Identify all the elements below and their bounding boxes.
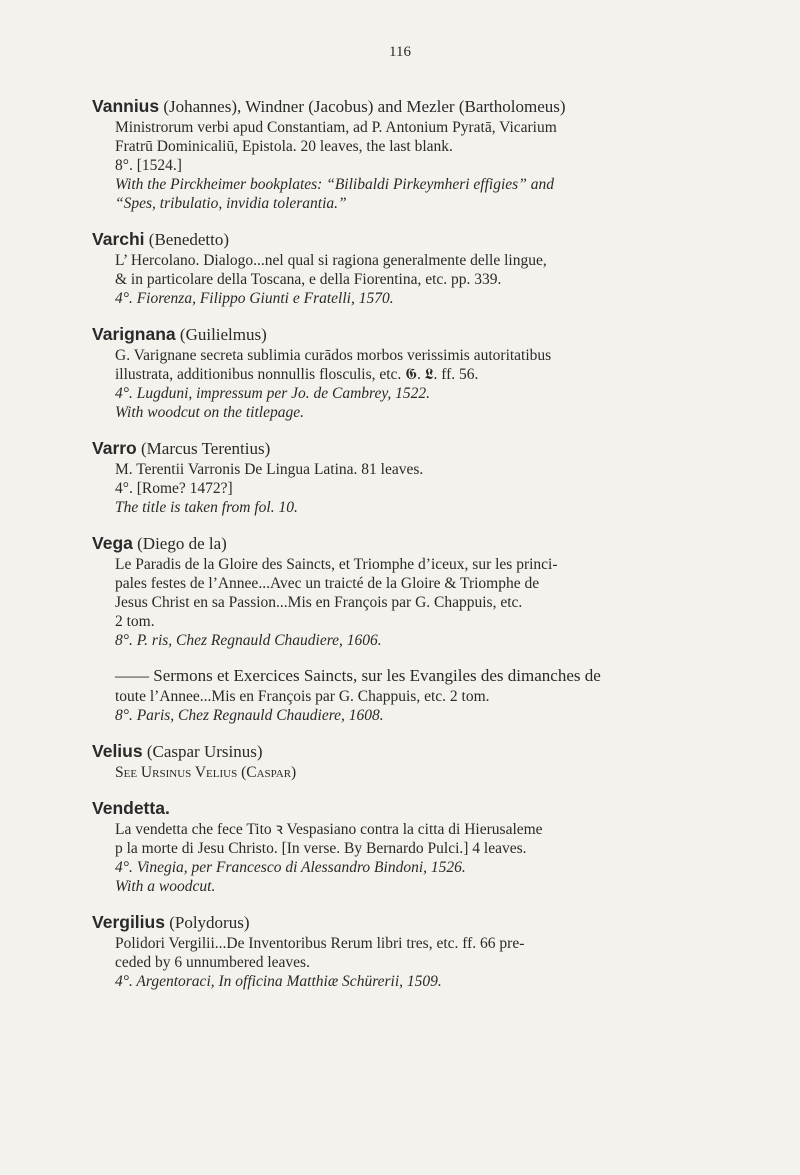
entry-imprint: 8°. Paris, Chez Regnauld Chaudiere, 1608. <box>115 707 384 724</box>
entry-cross-reference: See Ursinus Velius (Caspar) <box>115 764 297 781</box>
entry-line: toute l’Annee...Mis en François par G. Chappuis, etc. 2 tom. <box>115 688 490 705</box>
entry-imprint: 4°. [Rome? 1472?] <box>115 480 233 497</box>
entry-line: Le Paradis de la Gloire des Saincts, et Triomphe d’iceux, sur les princi- <box>115 556 558 573</box>
entry-author: Varro <box>92 438 137 458</box>
entry-heading-rest: (Caspar Ursinus) <box>142 742 263 761</box>
entry-line: La vendetta che fece Tito ꝛ Vespasiano contra la citta di Hierusaleme <box>115 821 543 838</box>
entry-heading-rest: (Guilielmus) <box>175 325 267 344</box>
catalogue-entry <box>92 437 732 517</box>
entry-imprint: 8°. P. ris, Chez Regnauld Chaudiere, 1606. <box>115 632 382 649</box>
entry-heading <box>92 532 732 555</box>
page-number: 116 <box>389 44 411 60</box>
entry-note: “Spes, tribulatio, invidia tolerantia.” <box>115 195 347 212</box>
entry-heading <box>92 911 732 934</box>
entry-heading-rest: (Polydorus) <box>164 913 250 932</box>
entry-line: & in particolare della Toscana, e della Fiorentina, etc. pp. 339. <box>115 271 502 288</box>
entry-line: ceded by 6 unnumbered leaves. <box>115 954 310 971</box>
entry-line: M. Terentii Varronis De Lingua Latina. 81 leaves. <box>115 461 424 478</box>
entry-note: The title is taken from fol. 10. <box>115 499 298 516</box>
catalogue-entry <box>92 797 732 896</box>
entry-dash: —— <box>115 666 149 685</box>
entry-line: L’ Hercolano. Dialogo...nel qual si ragiona generalmente delle lingue, <box>115 252 547 269</box>
entry-line: p la morte di Jesu Christo. [In verse. By Bernardo Pulci.] 4 leaves. <box>115 840 527 857</box>
entry-heading-rest: (Marcus Terentius) <box>136 439 271 458</box>
entry-heading <box>92 95 732 118</box>
entry-heading-rest: (Benedetto) <box>144 230 230 249</box>
entry-heading-rest: (Johannes), Windner (Jacobus) and Mezler (Bartholomeus) <box>159 97 566 116</box>
entry-heading <box>92 797 732 820</box>
entry-heading <box>92 740 732 763</box>
catalogue-entry <box>92 323 732 422</box>
entry-author: Vergilius <box>92 912 165 932</box>
entry-heading <box>92 228 732 251</box>
catalogue-entry <box>92 740 732 782</box>
catalogue-entry <box>92 911 732 991</box>
entry-line: 2 tom. <box>115 613 155 630</box>
entry-imprint: 4°. Fiorenza, Filippo Giunti e Fratelli, 1570. <box>115 290 394 307</box>
catalogue-entry <box>92 228 732 308</box>
entry-author: Varchi <box>92 229 145 249</box>
entry-line: G. Varignane secreta sublimia curādos morbos verissimis autoritatibus <box>115 347 552 364</box>
entry-heading <box>92 665 732 687</box>
entry-heading <box>92 323 732 346</box>
entry-line: Jesus Christ en sa Passion...Mis en François par G. Chappuis, etc. <box>115 594 523 611</box>
entry-author: Vega <box>92 533 133 553</box>
entry-note: With a woodcut. <box>115 878 216 895</box>
catalogue-entry <box>92 665 732 725</box>
catalogue-entries <box>92 95 732 1006</box>
entry-imprint: 4°. Argentoraci, In officina Matthiæ Schürerii, 1509. <box>115 973 442 990</box>
entry-author: Vendetta. <box>92 798 170 818</box>
entry-heading-rest: Sermons et Exercices Saincts, sur les Evangiles des dimanches de <box>149 666 601 685</box>
catalogue-entry <box>92 95 732 213</box>
entry-imprint: 8°. [1524.] <box>115 157 182 174</box>
entry-imprint: 4°. Lugduni, impressum per Jo. de Cambrey, 1522. <box>115 385 431 402</box>
entry-line: illustrata, additionibus nonnullis flosculis, etc. 𝕲. 𝕷. ff. 56. <box>115 366 479 383</box>
entry-author: Varignana <box>92 324 176 344</box>
entry-author: Vannius <box>92 96 160 116</box>
catalogue-entry <box>92 532 732 650</box>
entry-line: Ministrorum verbi apud Constantiam, ad P. Antonium Pyratā, Vicarium <box>115 119 557 136</box>
entry-line: Fratrū Dominicaliū, Epistola. 20 leaves, the last blank. <box>115 138 453 155</box>
entry-heading-rest: (Diego de la) <box>132 534 227 553</box>
entry-note: With the Pirckheimer bookplates: “Bilibaldi Pirkeymheri effigies” and <box>115 176 554 193</box>
entry-line: pales festes de l’Annee...Avec un traicté de la Gloire & Triomphe de <box>115 575 540 592</box>
entry-line: Polidori Vergilii...De Inventoribus Rerum libri tres, etc. ff. 66 pre- <box>115 935 525 952</box>
entry-author: Velius <box>92 741 143 761</box>
entry-note: With woodcut on the titlepage. <box>115 404 304 421</box>
entry-imprint: 4°. Vinegia, per Francesco di Alessandro Bindoni, 1526. <box>115 859 466 876</box>
entry-heading <box>92 437 732 460</box>
